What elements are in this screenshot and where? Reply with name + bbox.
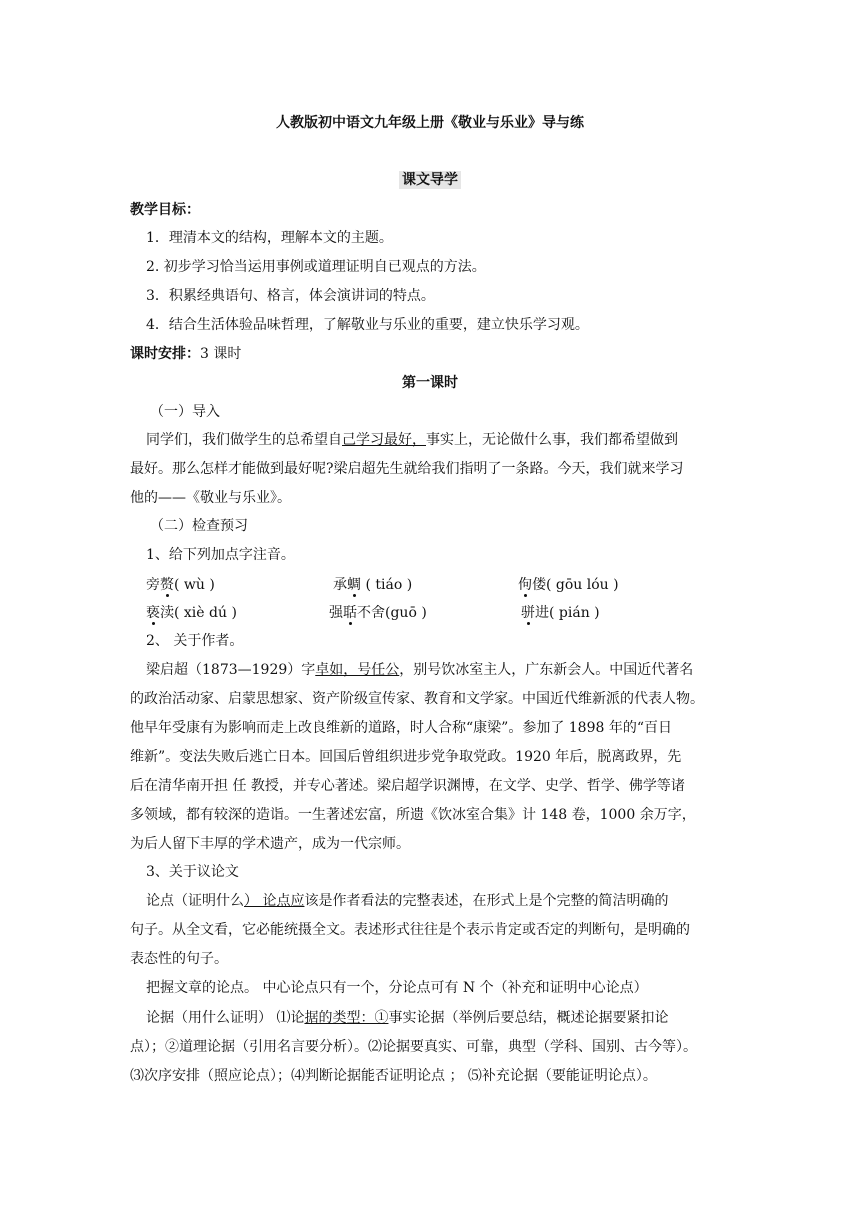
thesis-line-3: 表态性的句子。	[130, 951, 228, 967]
author-line-6: 多领域，都有较深的造诣。一生著述宏富，所遗《饮冰室合集》计 148 卷，1000 余万字，	[130, 807, 696, 823]
goal-item-2: 2. 初步学习恰当运用事例或道理证明自已观点的方法。	[146, 259, 486, 275]
dotted-char: 佝	[518, 577, 532, 593]
pinyin-reading: ( tiáo )	[361, 577, 413, 593]
goal-item-3: 3．积累经典语句、格言，体会演讲词的特点。	[146, 288, 435, 304]
dotted-char: 赘	[160, 577, 174, 593]
part2-heading: （二）检查预习	[150, 518, 248, 534]
author-line-1	[146, 660, 693, 680]
pinyin-item	[329, 603, 427, 623]
section-heading-text: 课文导学	[399, 171, 461, 189]
intro-text: 事实上，无论做什么事，我们都希望做到	[426, 432, 678, 448]
pinyin-item	[518, 575, 619, 595]
schedule-line	[130, 344, 241, 364]
pinyin-item	[146, 575, 215, 595]
pinyin-char: 承	[333, 577, 347, 593]
author-line-2: 的政治活动家、启蒙思想家、资产阶级宣传家、教育和文学家。中国近代维新派的代表人物。	[130, 691, 704, 707]
author-line-5: 后在清华南开担 任 教授，并专心著述。梁启超学识渊博，在文学、史学、哲学、佛学等诸	[130, 778, 685, 794]
evidence-line-2: 点）；②道理论据（引用名言要分析）。⑵论据要真实、可靠，典型（学科、国别、古今等）。	[130, 1039, 697, 1055]
question-1: 1、给下列加点字注音。	[146, 547, 295, 563]
pinyin-reading: ( xiè dú )	[174, 605, 237, 621]
question-3: 3、关于议论文	[146, 864, 239, 880]
thesis-text: 论点（证明什么	[146, 893, 244, 909]
intro-line-1	[146, 430, 678, 450]
dotted-char: 骈	[521, 605, 535, 621]
author-line-3: 他早年受康有为影响而走上改良维新的道路，时人合称“康梁”。参加了 1898 年的“百日	[130, 720, 672, 736]
grasp-line: 把握文章的论点。 中心论点只有一个，分论点可有 N 个（补充和证明中心论点）	[146, 980, 648, 996]
intro-underlined: 己学习最好，	[342, 432, 426, 448]
author-text: 梁启超（1873—1929）字	[146, 662, 316, 678]
lesson-heading: 第一课时	[402, 375, 458, 391]
evidence-underlined: 据的类型：①	[304, 1010, 389, 1026]
evidence-line-3: ⑶次序安排（照应论点）；⑷判断论据能否证明论点 ； ⑸补充论据（要能证明论点）。	[130, 1068, 657, 1084]
pinyin-char: 不舍	[357, 605, 385, 621]
pinyin-reading: ( wù )	[174, 577, 215, 593]
pinyin-item	[333, 575, 412, 595]
thesis-line-1	[146, 891, 668, 911]
part1-heading: （一）导入	[150, 404, 220, 420]
pinyin-char: 偻	[532, 577, 546, 593]
pinyin-char: 进	[535, 605, 549, 621]
intro-line-2: 最好。那么怎样才能做到最好呢?梁启超先生就给我们指明了一条路。今天，我们就来学习	[130, 461, 684, 477]
document-title: 人教版初中语文九年级上册《敬业与乐业》导与练	[276, 115, 584, 131]
thesis-text: 该是作者看法的完整表述，在形式上是个完整的简洁明确的	[304, 893, 669, 909]
dotted-char: 亵	[146, 605, 160, 621]
author-line-4: 维新”。变法失败后逃亡日本。回国后曾组织进步党争取党政。1920 年后，脱离政界，先	[130, 749, 682, 765]
pinyin-reading: ( pián )	[549, 605, 600, 621]
goal-item-4: 4．结合生活体验品味哲理，了解敬业与乐业的重要，建立快乐学习观。	[146, 317, 589, 333]
dotted-char: 蜩	[347, 577, 361, 593]
author-underlined: 卓如，号任公	[315, 662, 400, 678]
section-heading	[0, 170, 860, 190]
intro-line-3: 他的——《敬业与乐业》。	[130, 490, 291, 506]
author-line-7: 为后人留下丰厚的学术遗产，成为一代宗师。	[130, 836, 410, 852]
evidence-text: 事实论据（举例后要总结，概述论据要紧扣论	[388, 1010, 669, 1026]
pinyin-reading: ( gōu lóu )	[546, 577, 619, 593]
pinyin-item	[146, 603, 237, 623]
pinyin-char: 强	[329, 605, 343, 621]
author-text: ，别号饮冰室主人，广东新会人。中国近代著名	[399, 662, 694, 678]
pinyin-item	[521, 603, 600, 623]
thesis-underlined: ） 论点应	[244, 893, 305, 909]
schedule-value: 3 课时	[200, 346, 242, 362]
evidence-line-1	[146, 1008, 668, 1028]
pinyin-reading: (guō )	[385, 605, 427, 621]
intro-text: 同学们，我们做学生的总希望自	[146, 432, 342, 448]
thesis-line-2: 句子。从全文看，它必能统摄全文。表述形式往往是个表示肯定或否定的判断句，是明确的	[130, 922, 690, 938]
dotted-char: 聒	[343, 605, 357, 621]
goals-heading: 教学目标：	[130, 202, 200, 218]
schedule-label: 课时安排：	[130, 346, 200, 362]
pinyin-char: 渎	[160, 605, 174, 621]
evidence-text: 论据（用什么证明） ⑴论	[146, 1010, 305, 1026]
question-2: 2、 关于作者。	[146, 633, 244, 649]
pinyin-char: 旁	[146, 577, 160, 593]
goal-item-1: 1．理清本文的结构，理解本文的主题。	[146, 230, 393, 246]
